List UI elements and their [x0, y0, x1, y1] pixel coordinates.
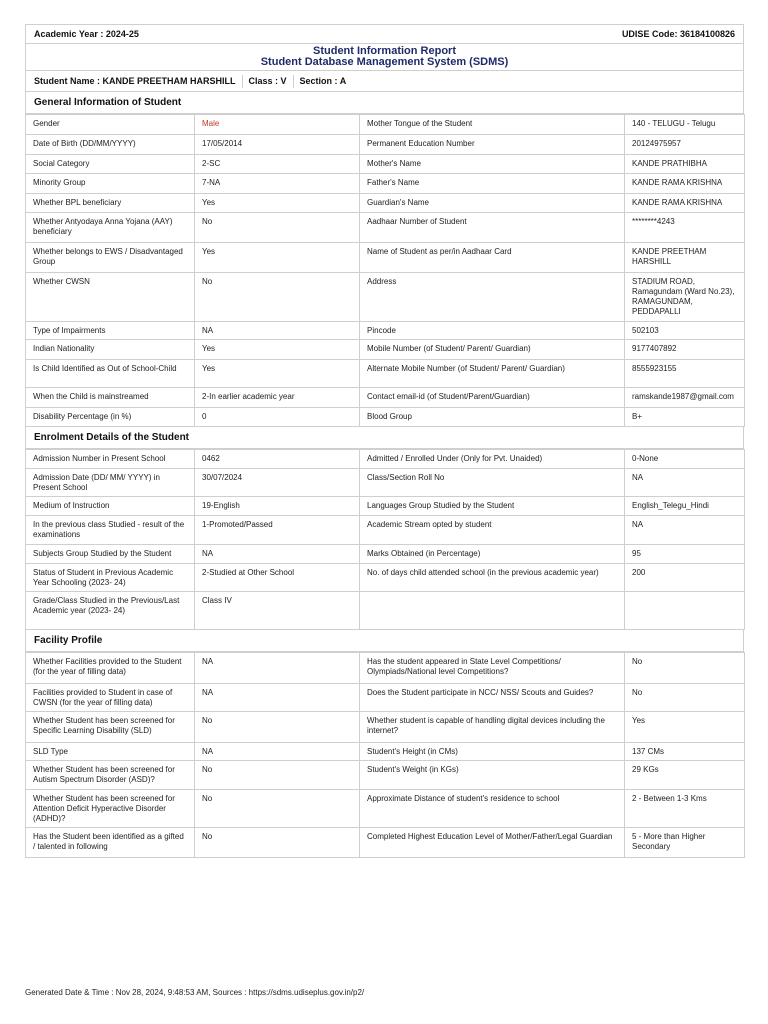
field-value: KANDE RAMA KRISHNA [625, 174, 745, 194]
student-name: Student Name : KANDE PREETHAM HARSHILL [34, 76, 236, 86]
field-value: NA [195, 322, 360, 340]
field-value: No [195, 213, 360, 243]
field-value: 20124975957 [625, 135, 745, 155]
title-line-2: Student Database Management System (SDMS) [260, 56, 509, 68]
separator [242, 75, 243, 88]
table-row [26, 564, 745, 592]
field-label: Alternate Mobile Number (of Student/ Parent/ Guardian) [360, 360, 625, 388]
field-value: Yes [625, 712, 745, 743]
field-value: 502103 [625, 322, 745, 340]
table-row [26, 545, 745, 564]
section-facility: Facility Profile [25, 630, 744, 652]
field-label: Has the student appeared in State Level Competitions/ Olympiads/National level Competitions? [360, 653, 625, 684]
field-value [625, 592, 745, 630]
field-label: Aadhaar Number of Student [360, 213, 625, 243]
table-row [26, 194, 745, 213]
field-value: Yes [195, 194, 360, 213]
field-value: B+ [625, 408, 745, 427]
field-label: Admitted / Enrolled Under (Only for Pvt. Unaided) [360, 450, 625, 469]
field-label: SLD Type [26, 743, 195, 761]
field-value: 2-In earlier academic year [195, 388, 360, 408]
field-label: Whether CWSN [26, 273, 195, 322]
field-value: Class IV [195, 592, 360, 630]
field-value: 137 CMs [625, 743, 745, 761]
title-line-1: Student Information Report [313, 45, 456, 57]
field-label: Pincode [360, 322, 625, 340]
table-row [26, 828, 745, 858]
field-value: 17/05/2014 [195, 135, 360, 155]
field-label: Guardian's Name [360, 194, 625, 213]
field-value: 0-None [625, 450, 745, 469]
table-row [26, 790, 745, 828]
field-label: Is Child Identified as Out of School-Child [26, 360, 195, 388]
field-value: KANDE RAMA KRISHNA [625, 194, 745, 213]
facility-table [25, 652, 745, 858]
table-row [26, 684, 745, 712]
table-row [26, 115, 745, 135]
field-label: Whether Antyodaya Anna Yojana (AAY) beneficiary [26, 213, 195, 243]
field-label [360, 592, 625, 630]
table-row [26, 653, 745, 684]
field-value: Male [195, 115, 360, 135]
field-value: 9177407892 [625, 340, 745, 360]
table-row [26, 408, 745, 427]
table-row [26, 155, 745, 174]
field-label: Whether student is capable of handling digital devices including the internet? [360, 712, 625, 743]
field-label: Medium of Instruction [26, 497, 195, 516]
field-label: Blood Group [360, 408, 625, 427]
academic-year: Academic Year : 2024-25 [34, 29, 139, 39]
table-row [26, 450, 745, 469]
field-value: 2-SC [195, 155, 360, 174]
field-label: Contact email-id (of Student/Parent/Guardian) [360, 388, 625, 408]
student-bar [25, 71, 744, 92]
field-label: Mother's Name [360, 155, 625, 174]
field-label: Whether BPL beneficiary [26, 194, 195, 213]
field-value: NA [195, 653, 360, 684]
table-row [26, 243, 745, 273]
field-label: Languages Group Studied by the Student [360, 497, 625, 516]
field-value: 140 - TELUGU - Telugu [625, 115, 745, 135]
field-value: 200 [625, 564, 745, 592]
student-class: Class : V [248, 76, 287, 86]
field-label: Indian Nationality [26, 340, 195, 360]
field-label: Date of Birth (DD/MM/YYYY) [26, 135, 195, 155]
field-value: NA [625, 516, 745, 545]
field-label: Mother Tongue of the Student [360, 115, 625, 135]
enrolment-table [25, 449, 745, 630]
field-label: Mobile Number (of Student/ Parent/ Guardian) [360, 340, 625, 360]
field-label: Marks Obtained (in Percentage) [360, 545, 625, 564]
field-label: Academic Stream opted by student [360, 516, 625, 545]
field-value: 30/07/2024 [195, 469, 360, 497]
table-row [26, 174, 745, 194]
table-row [26, 469, 745, 497]
field-value: NA [195, 545, 360, 564]
field-value: ********4243 [625, 213, 745, 243]
field-value: KANDE PREETHAM HARSHILL [625, 243, 745, 273]
footer-generated: Generated Date & Time : Nov 28, 2024, 9:48:53 AM, Sources : https://sdms.udiseplus.gov.in/p2/ [25, 988, 365, 997]
field-label: Student's Weight (in KGs) [360, 761, 625, 790]
field-label: Does the Student participate in NCC/ NSS/ Scouts and Guides? [360, 684, 625, 712]
table-row [26, 273, 745, 322]
field-value: No [195, 712, 360, 743]
field-value: ramskande1987@gmail.com [625, 388, 745, 408]
field-label: Permanent Education Number [360, 135, 625, 155]
table-row [26, 712, 745, 743]
field-value: KANDE PRATHIBHA [625, 155, 745, 174]
report-sheet [25, 24, 744, 858]
field-label: Status of Student in Previous Academic Year Schooling (2023- 24) [26, 564, 195, 592]
field-value: Yes [195, 340, 360, 360]
separator [293, 75, 294, 88]
field-label: Type of Impairments [26, 322, 195, 340]
field-value: Yes [195, 243, 360, 273]
field-label: Social Category [26, 155, 195, 174]
table-row [26, 135, 745, 155]
field-value: No [195, 761, 360, 790]
field-label: Father's Name [360, 174, 625, 194]
field-value: No [195, 790, 360, 828]
field-value: English_Telegu_Hindi [625, 497, 745, 516]
field-label: Name of Student as per/in Aadhaar Card [360, 243, 625, 273]
table-row [26, 743, 745, 761]
field-label: Admission Date (DD/ MM/ YYYY) in Present School [26, 469, 195, 497]
table-row [26, 213, 745, 243]
table-row [26, 360, 745, 388]
field-label: Grade/Class Studied in the Previous/Last Academic year (2023- 24) [26, 592, 195, 630]
field-label: Whether belongs to EWS / Disadvantaged Group [26, 243, 195, 273]
table-row [26, 322, 745, 340]
table-row [26, 497, 745, 516]
udise-code: UDISE Code: 36184100826 [621, 29, 735, 39]
field-value: No [195, 273, 360, 322]
table-row [26, 592, 745, 630]
field-label: In the previous class Studied - result of the examinations [26, 516, 195, 545]
field-label: Gender [26, 115, 195, 135]
general-table [25, 114, 745, 427]
field-label: Disability Percentage (in %) [26, 408, 195, 427]
field-label: Whether Student has been screened for Specific Learning Disability (SLD) [26, 712, 195, 743]
field-value: 95 [625, 545, 745, 564]
table-row [26, 340, 745, 360]
field-label: Class/Section Roll No [360, 469, 625, 497]
field-value: STADIUM ROAD, Ramagundam (Ward No.23), RAMAGUNDAM, PEDDAPALLI [625, 273, 745, 322]
field-value: 19-English [195, 497, 360, 516]
field-label: Minority Group [26, 174, 195, 194]
field-value: 0 [195, 408, 360, 427]
field-value: NA [625, 469, 745, 497]
field-label: Facilities provided to Student in case of CWSN (for the year of filling data) [26, 684, 195, 712]
report-title [25, 44, 744, 71]
field-label: Approximate Distance of student's residence to school [360, 790, 625, 828]
field-value: 2-Studied at Other School [195, 564, 360, 592]
field-label: Whether Facilities provided to the Student (for the year of filling data) [26, 653, 195, 684]
field-value: 8555923155 [625, 360, 745, 388]
section-general: General Information of Student [25, 92, 744, 114]
field-value: Yes [195, 360, 360, 388]
field-value: NA [195, 743, 360, 761]
field-label: Whether Student has been screened for Attention Deficit Hyperactive Disorder (ADHD)? [26, 790, 195, 828]
field-value: No [625, 653, 745, 684]
field-label: Address [360, 273, 625, 322]
field-value: No [195, 828, 360, 858]
report-header [25, 24, 744, 44]
field-label: Has the Student been identified as a gifted / talented in following [26, 828, 195, 858]
table-row [26, 761, 745, 790]
field-label: No. of days child attended school (in the previous academic year) [360, 564, 625, 592]
section-enrolment: Enrolment Details of the Student [25, 427, 744, 449]
field-label: Whether Student has been screened for Autism Spectrum Disorder (ASD)? [26, 761, 195, 790]
field-value: 0462 [195, 450, 360, 469]
field-value: 29 KGs [625, 761, 745, 790]
student-section: Section : A [299, 76, 347, 86]
field-label: Admission Number in Present School [26, 450, 195, 469]
field-value: 2 - Between 1-3 Kms [625, 790, 745, 828]
field-value: No [625, 684, 745, 712]
field-value: 1-Promoted/Passed [195, 516, 360, 545]
field-label: Subjects Group Studied by the Student [26, 545, 195, 564]
field-label: When the Child is mainstreamed [26, 388, 195, 408]
field-label: Student's Height (in CMs) [360, 743, 625, 761]
field-label: Completed Highest Education Level of Mother/Father/Legal Guardian [360, 828, 625, 858]
field-value: 7-NA [195, 174, 360, 194]
table-row [26, 388, 745, 408]
field-value: NA [195, 684, 360, 712]
field-value: 5 - More than Higher Secondary [625, 828, 745, 858]
table-row [26, 516, 745, 545]
